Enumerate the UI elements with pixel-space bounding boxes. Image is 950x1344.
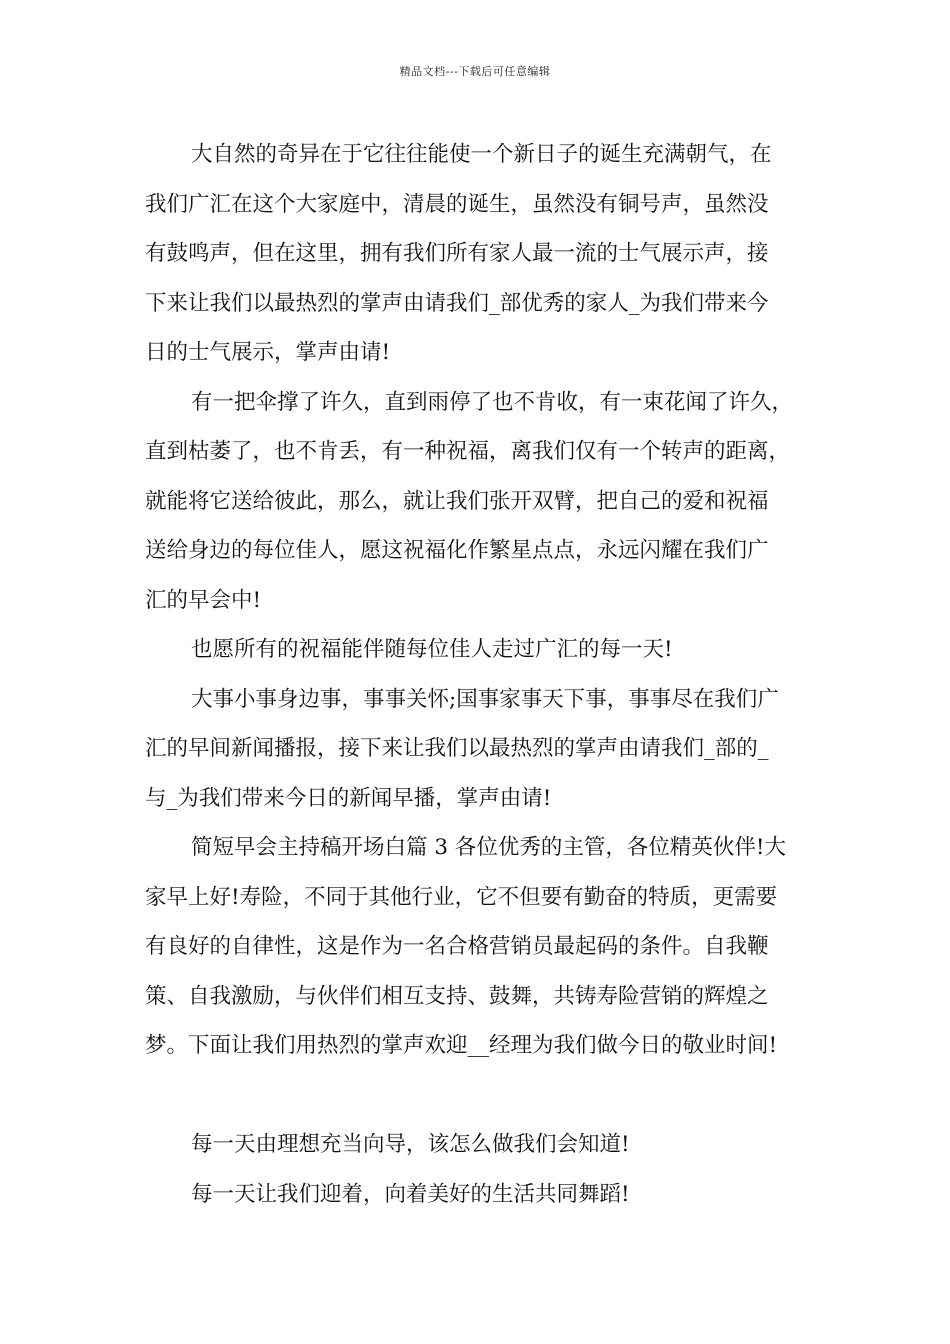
paragraph-line: 梦。下面让我们用热烈的掌声欢迎__经理为我们做今日的敬业时间!	[145, 1033, 778, 1058]
page-header: 精品文档---下载后可任意编辑	[399, 65, 551, 78]
paragraph-line: 策、自我激励，与伙伴们相互支持、鼓舞，共铸寿险营销的辉煌之	[145, 983, 769, 1009]
paragraph-3	[145, 625, 817, 675]
paragraph-line: 有良好的自律性，这是作为一名合格营销员最起码的条件。自我鞭	[145, 934, 769, 959]
paragraph-line: 下来让我们以最热烈的掌声由请我们_部优秀的家人_为我们带来今	[145, 290, 769, 316]
paragraph-line: 与_为我们带来今日的新闻早播，掌声由请!	[145, 785, 552, 811]
document-body	[145, 130, 817, 1219]
paragraph-line: 每一天由理想充当向导，该怎么做我们会知道!	[191, 1132, 630, 1157]
paragraph-1	[145, 130, 817, 378]
paragraph-line: 简短早会主持稿开场白篇 3 各位优秀的主管，各位精英伙伴!大	[191, 835, 786, 860]
paragraph-line: 有鼓鸣声，但在这里，拥有我们所有家人最一流的士气展示声，接	[145, 241, 769, 266]
paragraph-line: 汇的早会中!	[145, 587, 262, 613]
paragraph-4	[145, 675, 817, 824]
paragraph-line: 汇的早间新闻播报，接下来让我们以最热烈的掌声由请我们_部的_	[145, 736, 769, 761]
paragraph-line: 家早上好!寿险，不同于其他行业，它不但要有勤奋的特质，更需要	[145, 884, 778, 910]
paragraph-7	[145, 1170, 817, 1220]
paragraph-line: 直到枯萎了，也不肯丢，有一种祝福，离我们仅有一个转声的距离，	[145, 439, 791, 464]
paragraph-line: 我们广汇在这个大家庭中，清晨的诞生，虽然没有铜号声，虽然没	[145, 191, 769, 217]
blank-line	[145, 1071, 817, 1121]
paragraph-line: 大自然的奇异在于它往往能使一个新日子的诞生充满朝气，在	[191, 142, 772, 167]
paragraph-line: 也愿所有的祝福能伴随每位佳人走过广汇的每一天!	[191, 637, 673, 662]
paragraph-line: 每一天让我们迎着，向着美好的生活共同舞蹈!	[191, 1181, 630, 1207]
paragraph-line: 日的士气展示，掌声由请!	[145, 340, 391, 365]
paragraph-5	[145, 823, 817, 1071]
paragraph-2	[145, 378, 817, 626]
paragraph-6	[145, 1120, 817, 1170]
paragraph-line: 有一把伞撑了许久，直到雨停了也不肯收，有一束花闻了许久，	[191, 389, 794, 415]
paragraph-line: 大事小事身边事，事事关怀;国事家事天下事，事事尽在我们广	[191, 686, 779, 712]
paragraph-line: 就能将它送给彼此，那么，就让我们张开双臂，把自己的爱和祝福	[145, 488, 769, 514]
paragraph-line: 送给身边的每位佳人，愿这祝福化作繁星点点，永远闪耀在我们广	[145, 538, 769, 563]
